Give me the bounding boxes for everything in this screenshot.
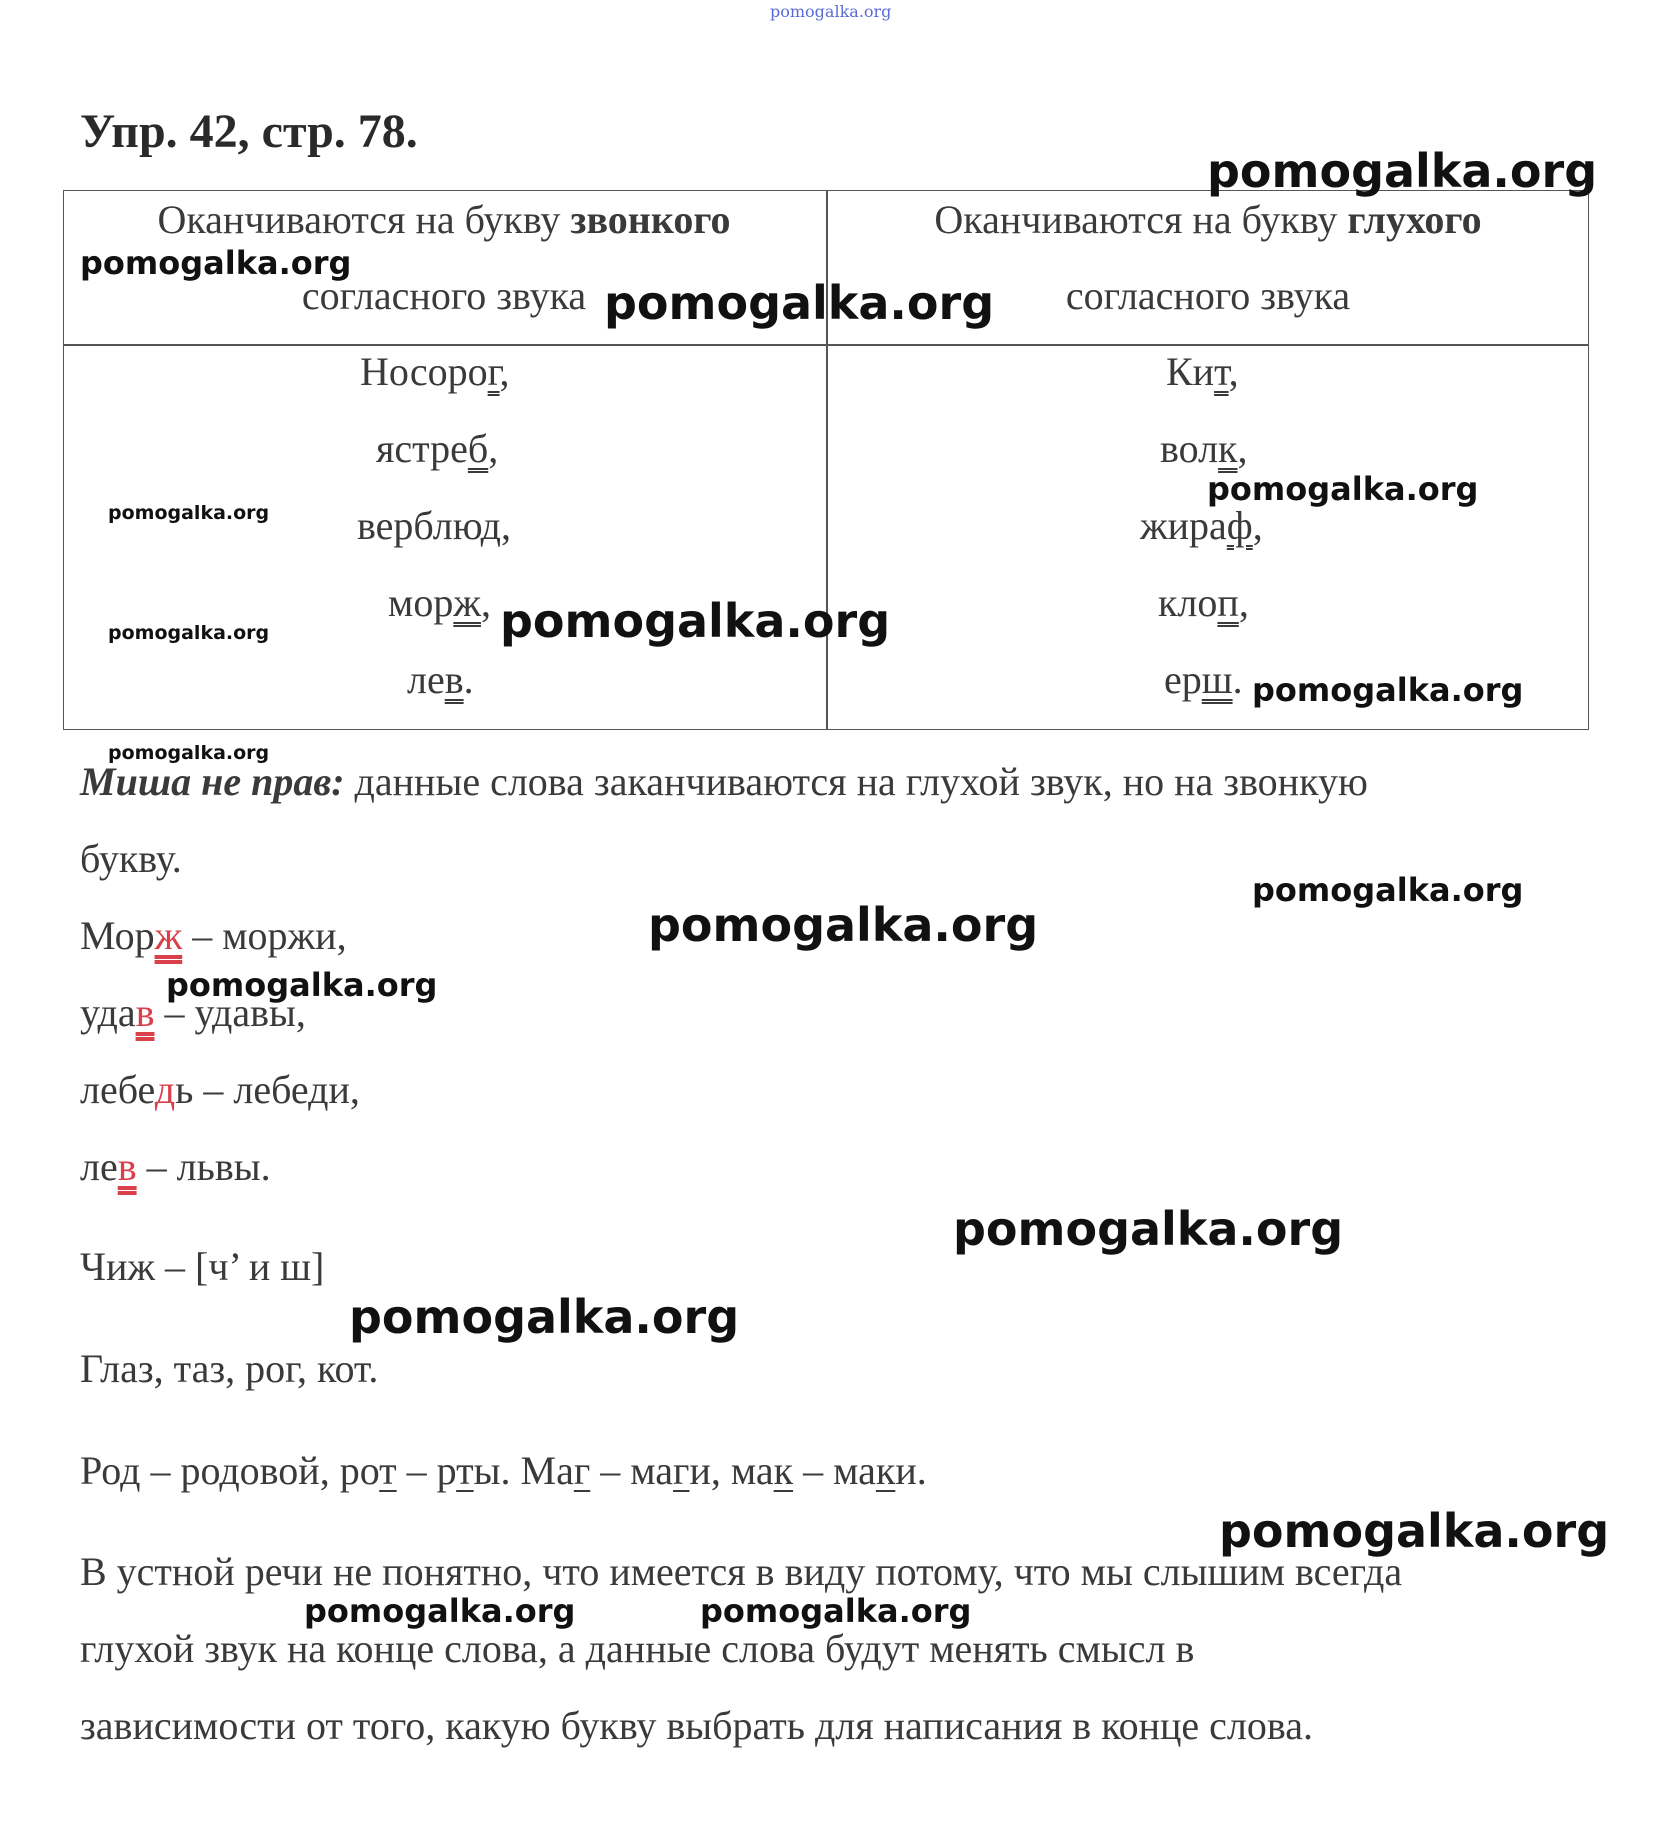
- answer-line2: букву.: [80, 836, 182, 881]
- pair-2: удав – удавы,: [80, 990, 306, 1035]
- col1-word-4: морж,: [388, 580, 491, 625]
- watermark: pomogalka.org: [349, 1290, 740, 1344]
- pair-4: лев – львы.: [80, 1144, 271, 1189]
- col2-word-4: клоп,: [1158, 580, 1249, 625]
- table-divider-vertical: [826, 190, 828, 730]
- explanation-line3: зависимости от того, какую букву выбрать для написания в конце слова.: [80, 1703, 1313, 1748]
- col2-word-3: жираф,: [1140, 503, 1263, 548]
- watermark: pomogalka.org: [1219, 1504, 1610, 1558]
- watermark: pomogalka.org: [1252, 871, 1524, 909]
- watermark: pomogalka.org: [108, 622, 270, 644]
- table-divider-horizontal: [63, 344, 1589, 346]
- col1-word-5: лев.: [407, 657, 474, 702]
- watermark: pomogalka.org: [604, 276, 995, 330]
- pair-3: лебедь – лебеди,: [80, 1067, 360, 1112]
- col1-header-bold: звонкого: [570, 197, 731, 242]
- col1-header-line1: [64, 196, 824, 243]
- explanation-line2: глухой звук на конце слова, а данные слова будут менять смысл в: [80, 1626, 1195, 1671]
- col1-word-1: Носорог,: [360, 349, 510, 394]
- col2-header-line1: [828, 196, 1588, 243]
- col1-header-prefix: Оканчиваются на букву: [157, 197, 571, 242]
- answer-line1: [80, 758, 1368, 805]
- col2-header-bold: глухого: [1347, 197, 1482, 242]
- glaz-line: Глаз, таз, рог, кот.: [80, 1346, 379, 1391]
- col1-header-line2: согласного звука: [301, 273, 587, 318]
- site-mark: pomogalka.org: [770, 2, 892, 21]
- watermark: pomogalka.org: [166, 966, 438, 1004]
- watermark: pomogalka.org: [953, 1202, 1344, 1256]
- watermark: pomogalka.org: [1207, 144, 1598, 198]
- chizh-line: Чиж – [ч’ и ш]: [80, 1244, 325, 1289]
- answer-text: данные слова заканчиваются на глухой звук, но на звонкую: [344, 759, 1368, 804]
- watermark: pomogalka.org: [108, 502, 270, 524]
- watermark: pomogalka.org: [80, 244, 352, 282]
- watermark: pomogalka.org: [700, 1592, 972, 1630]
- col2-header-prefix: Оканчиваются на букву: [934, 197, 1348, 242]
- col2-word-2: волк,: [1160, 426, 1248, 471]
- watermark: pomogalka.org: [108, 742, 270, 764]
- rod-line: Род – родовой, рот – рты. Маг – маги, мак – маки.: [80, 1448, 927, 1493]
- pair-1: Морж – моржи,: [80, 913, 347, 958]
- answer-label: Миша не прав:: [80, 759, 345, 804]
- watermark: pomogalka.org: [648, 898, 1039, 952]
- explanation-line1: В устной речи не понятно, что имеется в виду потому, что мы слышим всегда: [80, 1549, 1403, 1594]
- col2-header-line2: согласного звука: [1065, 273, 1351, 318]
- col1-word-3: верблюд,: [357, 503, 511, 548]
- watermark: pomogalka.org: [500, 594, 891, 648]
- page-title: Упр. 42, стр. 78.: [80, 105, 418, 158]
- col2-word-5: ерш.: [1164, 657, 1243, 702]
- col2-word-1: Кит,: [1166, 349, 1239, 394]
- watermark: pomogalka.org: [1207, 470, 1479, 508]
- watermark: pomogalka.org: [304, 1592, 576, 1630]
- watermark: pomogalka.org: [1252, 671, 1524, 709]
- col1-word-2: ястреб,: [376, 426, 499, 471]
